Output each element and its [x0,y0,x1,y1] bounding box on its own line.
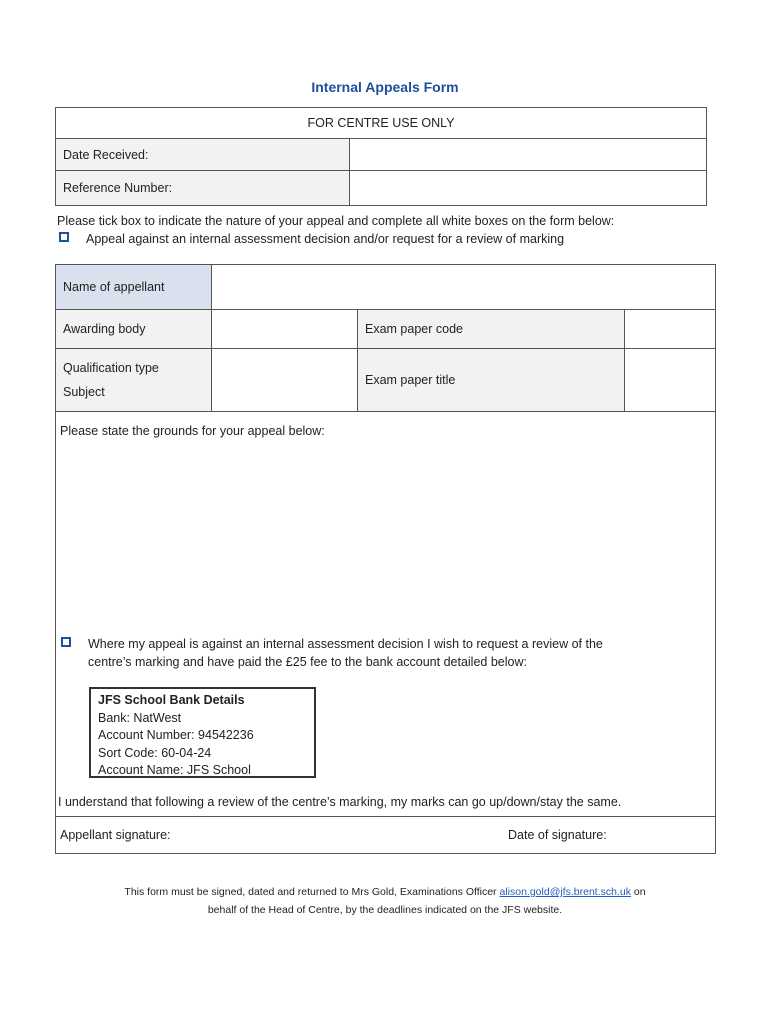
qualification-subject-label [56,349,211,411]
bank-details-heading: JFS School Bank Details [98,693,245,707]
subject-label: Subject [63,385,105,399]
exam-paper-title-label: Exam paper title [358,349,624,411]
review-request-line2: centre’s marking and have paid the £25 fee to the bank account detailed below: [88,655,527,669]
reference-number-label: Reference Number: [56,171,349,205]
footer-email-link[interactable]: alison.gold@jfs.brent.sch.uk [499,886,631,898]
footer-line1-suffix: on [633,886,646,898]
appeal-form-table [55,264,716,854]
appeal-type-label: Appeal against an internal assessment decision and/or request for a review of marking [86,232,565,246]
bank-details-box [89,687,316,778]
date-received-label: Date Received: [56,139,349,170]
awarding-body-field[interactable] [212,310,357,348]
exam-paper-code-field[interactable] [625,310,715,348]
appellant-name-field[interactable] [212,265,715,309]
review-request-line1: Where my appeal is against an internal assessment decision I wish to request a review of the [88,637,603,651]
appellant-signature-field[interactable] [196,820,496,852]
footer-line1-text: This form must be signed, dated and returned to Mrs Gold, Examinations Officer [124,886,497,898]
bank-name: Bank: NatWest [98,710,182,725]
footer-line2-text: behalf of the Head of Centre, by the deadlines indicated on the JFS website. [207,904,563,916]
appellant-name-label: Name of appellant [56,265,211,309]
bank-account-number: Account Number: 94542236 [98,728,254,742]
review-request-text [88,635,708,671]
centre-use-header: FOR CENTRE USE ONLY [307,116,455,130]
date-of-signature-label: Date of signature: [508,828,607,842]
awarding-body-label: Awarding body [56,310,211,348]
appeal-type-checkbox[interactable] [59,232,69,242]
understand-statement: I understand that following a review of the centre’s marking, my marks can go up/down/stay the same. [58,795,622,809]
grounds-textarea[interactable] [60,445,710,625]
qualification-type-label: Qualification type [63,361,159,375]
exam-paper-code-label: Exam paper code [358,310,624,348]
footer-note [40,883,730,919]
exam-paper-title-field[interactable] [625,349,715,411]
grounds-label: Please state the grounds for your appeal below: [60,424,325,438]
date-of-signature-field[interactable] [626,820,714,852]
bank-account-name: Account Name: JFS School [98,763,251,777]
form-title: Internal Appeals Form [311,79,459,95]
reference-number-field[interactable] [350,171,706,205]
qualification-subject-field[interactable] [212,349,357,411]
centre-use-box [55,107,707,206]
appellant-signature-label: Appellant signature: [60,828,171,842]
date-received-field[interactable] [350,139,706,170]
instructions-text: Please tick box to indicate the nature of your appeal and complete all white boxes on the form below: [57,214,615,228]
review-request-checkbox[interactable] [61,637,71,647]
bank-sort-code: Sort Code: 60-04-24 [98,745,212,760]
